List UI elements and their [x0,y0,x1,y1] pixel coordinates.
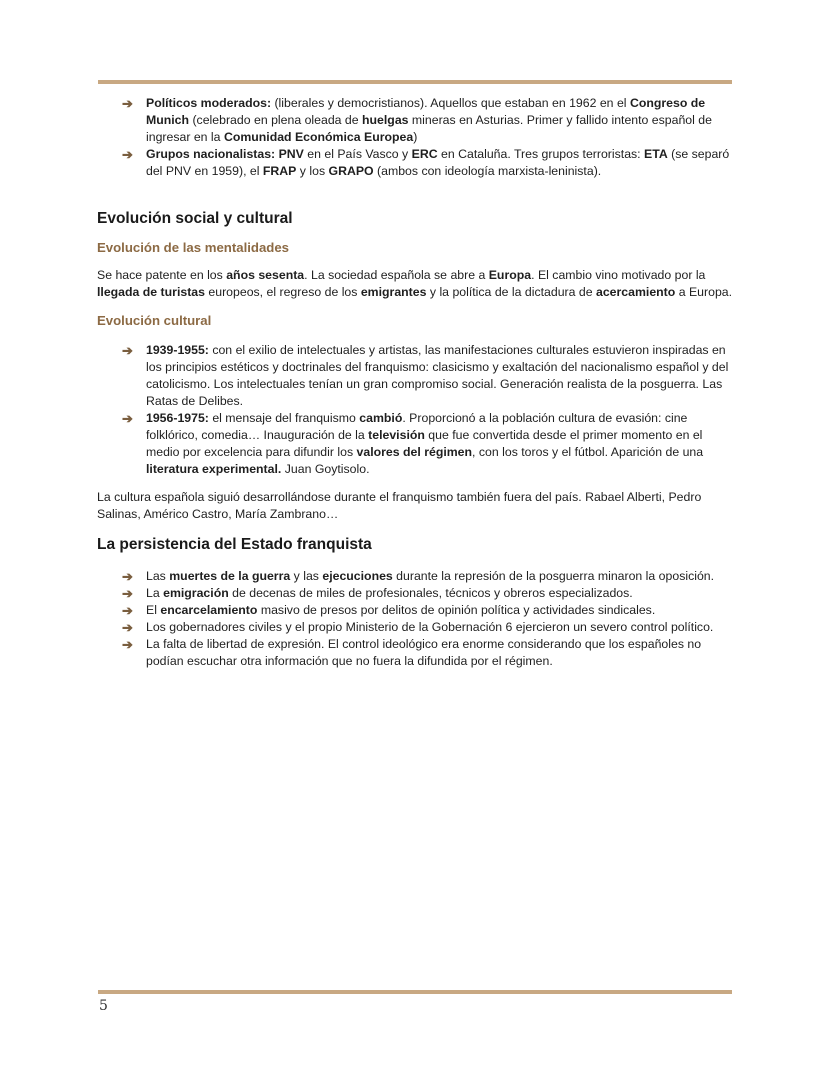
arrow-bullet-icon: ➔ [122,147,133,162]
bold-text: Grupos nacionalistas: PNV [146,147,304,161]
arrow-bullet-icon: ➔ [122,620,133,635]
list-item [97,636,733,670]
political-groups-list [97,95,733,180]
page-number: 5 [99,998,108,1014]
text-run: La [146,586,164,600]
text-run: (ambos con ideología marxista-leninista). [373,164,602,178]
bold-text: Congreso de Munich [146,96,706,127]
list-item [97,95,733,146]
text-run: en el País Vasco y [303,147,412,161]
text-run: y la política de la dictadura de [426,285,596,299]
bold-text: Europa [488,268,532,282]
list-item [97,342,733,410]
bold-text: cambió [359,411,403,425]
bold-text: 1956-1975: [146,411,209,425]
arrow-bullet-icon: ➔ [122,411,133,426]
bold-text: valores del régimen [356,445,473,459]
text-run: La falta de libertad de expresión. El control ideológico era enorme considerando que los españoles no podían escuchar otra información que no fuera la difundida por el régimen. [146,637,702,668]
text-run: masivo de presos por delitos de opinión política y actividades sindicales. [257,603,656,617]
bold-text: FRAP [262,164,297,178]
text-run: a Europa. [675,285,733,299]
arrow-bullet-icon: ➔ [122,343,133,358]
text-run: en Cataluña. Tres grupos terroristas: [437,147,645,161]
text-run: el mensaje del franquismo [208,411,360,425]
text-run: . El cambio vino motivado por la [531,268,706,282]
bold-text: Comunidad Económica Europea [223,130,414,144]
arrow-bullet-icon: ➔ [122,586,133,601]
text-run: con el exilio de intelectuales y artistas, las manifestaciones culturales estuvieron inspiradas en los principios estéticos y doctrinales del franquismo: clasicismo y exaltación del nacionalismo español y del catolicismo. Los intelectuales tenían un gran compromiso social. Generación realista de la posguerra. Las Ratas de Delibes. [146,343,729,408]
subheading-cultural: Evolución cultural [97,313,212,328]
text-run: Se hace patente en los [97,268,227,282]
text-run: y los [296,164,329,178]
bold-text: ejecuciones [322,569,393,583]
bold-text: encarcelamiento [160,603,258,617]
list-item [97,585,733,602]
subheading-mentalidades: Evolución de las mentalidades [97,240,290,255]
bold-text: años sesenta [226,268,305,282]
paragraph-cultura-exterior [97,489,733,523]
text-run: (liberales y democristianos). Aquellos que estaban en 1962 en el [271,96,630,110]
text-run: Las [146,569,170,583]
arrow-bullet-icon: ➔ [122,603,133,618]
bold-text: llegada de turistas [97,285,205,299]
page-content [97,95,733,670]
top-divider [98,80,732,84]
bottom-divider [98,990,732,994]
list-item [97,410,733,478]
text-run: El [146,603,161,617]
bold-text: huelgas [362,113,409,127]
persistencia-list [97,568,733,670]
bold-text: literatura experimental. [146,462,282,476]
bold-text: emigrantes [360,285,427,299]
list-item [97,619,733,636]
text-run: Juan Goytisolo. [281,462,370,476]
list-item [97,602,733,619]
text-run: mineras en Asturias. Primer y fallido intento español de ingresar en la [146,113,712,144]
bold-text: emigración [163,586,229,600]
arrow-bullet-icon: ➔ [122,637,133,652]
heading-persistencia: La persistencia del Estado franquista [97,536,372,553]
heading-social-cultural: Evolución social y cultural [97,210,293,227]
text-run: y las [290,569,323,583]
bold-text: muertes de la guerra [169,569,291,583]
bold-text: ERC [411,147,438,161]
bold-text: acercamiento [596,285,676,299]
arrow-bullet-icon: ➔ [122,569,133,584]
list-item [97,146,733,180]
text-run: europeos, el regreso de los [204,285,361,299]
text-run: . Proporcionó a la población cultura de evasión: cine folklórico, comedia… Inauguración de la [146,411,688,442]
text-run: (se separó del PNV en 1959), el [146,147,730,178]
paragraph-mentalidades [97,267,733,301]
bold-text: Políticos moderados: [146,96,272,110]
text-run: durante la represión de la posguerra minaron la oposición. [392,569,715,583]
cultural-periods-list [97,342,733,478]
text-run: La cultura española siguió desarrollándose durante el franquismo también fuera del país. Rabael Alberti, Pedro Salinas, Américo Castro, María Zambrano… [97,490,702,521]
text-run: que fue convertida desde el primer momento en el medio por excelencia para difundir los [146,428,703,459]
text-run: ) [413,130,418,144]
text-run: Los gobernadores civiles y el propio Ministerio de la Gobernación 6 ejercieron un severo control político. [146,620,714,634]
bold-text: 1939-1955: [146,343,209,357]
arrow-bullet-icon: ➔ [122,96,133,111]
bold-text: televisión [368,428,425,442]
text-run: de decenas de miles de profesionales, técnicos y obreros especializados. [228,586,633,600]
text-run: (celebrado en plena oleada de [189,113,363,127]
text-run: , con los toros y el fútbol. Aparición de una [472,445,704,459]
text-run: . La sociedad española se abre a [304,268,489,282]
bold-text: GRAPO [328,164,374,178]
list-item [97,568,733,585]
bold-text: ETA [644,147,668,161]
